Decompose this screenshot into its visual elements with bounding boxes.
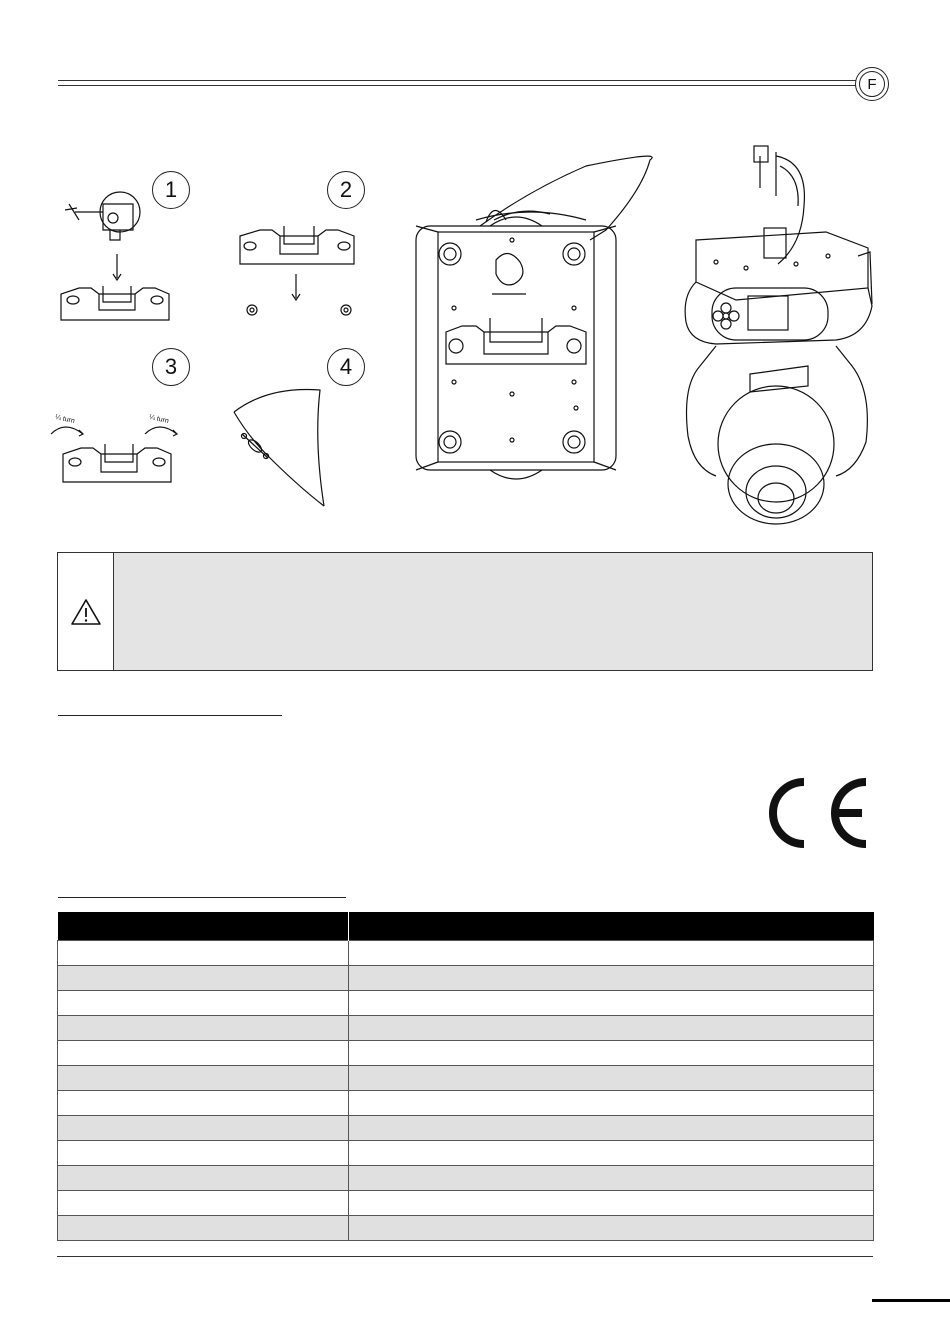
table-cell [58, 1140, 349, 1165]
table-row [58, 1140, 874, 1165]
table-cell [349, 940, 874, 965]
turn-label-left: ¼ turn [54, 414, 76, 425]
step-1-illustration [55, 182, 180, 327]
turn-label-right: ¼ turn [148, 414, 170, 425]
table-cell [58, 1065, 349, 1090]
warning-triangle-icon [70, 598, 102, 626]
table-row [58, 940, 874, 965]
step-3-illustration [45, 414, 185, 494]
table-cell [58, 1090, 349, 1115]
section-badge [855, 67, 889, 101]
table-row [58, 990, 874, 1015]
table-cell [349, 1090, 874, 1115]
warning-text [114, 553, 872, 670]
table-row [58, 1215, 874, 1240]
table-cell [349, 990, 874, 1015]
table-cell [58, 940, 349, 965]
table-cell [349, 1215, 874, 1240]
table-row [58, 1040, 874, 1065]
fixture-perspective-illustration [676, 136, 886, 532]
header-rule-top [58, 80, 856, 81]
section-letter: F [867, 75, 877, 93]
table-cell [58, 1165, 349, 1190]
table-header-row [58, 912, 874, 940]
table-cell [58, 990, 349, 1015]
step-4-illustration [228, 382, 338, 512]
table-cell [349, 1065, 874, 1090]
table-cell [58, 1115, 349, 1140]
fixture-top-view-illustration [410, 150, 666, 486]
step-4-circle: 4 [327, 348, 365, 386]
table-header-cell [349, 912, 874, 940]
table-row [58, 1015, 874, 1040]
table-cell [349, 1040, 874, 1065]
table-cell [58, 1190, 349, 1215]
table-header-cell [58, 912, 349, 940]
table-cell [349, 1015, 874, 1040]
step-2-circle: 2 [327, 171, 365, 209]
header-rule-bottom [58, 85, 856, 86]
step-1-circle: 1 [152, 171, 190, 209]
table-row [58, 965, 874, 990]
page-number-tab [872, 1299, 950, 1302]
table-row [58, 1090, 874, 1115]
table-row [58, 1165, 874, 1190]
step-3-circle: 3 [152, 348, 190, 386]
table-cell [349, 1115, 874, 1140]
table-cell [349, 1140, 874, 1165]
table-cell [58, 1215, 349, 1240]
table-cell [58, 1040, 349, 1065]
table-cell [349, 1165, 874, 1190]
warning-panel [57, 552, 873, 671]
specifications-heading-rule [58, 897, 346, 898]
step-2-illustration [234, 222, 364, 322]
table-row [58, 1190, 874, 1215]
table-cell [349, 1190, 874, 1215]
table-cell [58, 965, 349, 990]
footer-rule [57, 1256, 873, 1257]
compliance-heading-rule [58, 715, 282, 716]
table-row [58, 1065, 874, 1090]
table-cell [58, 1015, 349, 1040]
ce-mark-logo [766, 774, 876, 852]
specifications-table [57, 912, 874, 1241]
warning-icon-cell [58, 553, 114, 670]
table-row [58, 1115, 874, 1140]
table-cell [349, 965, 874, 990]
